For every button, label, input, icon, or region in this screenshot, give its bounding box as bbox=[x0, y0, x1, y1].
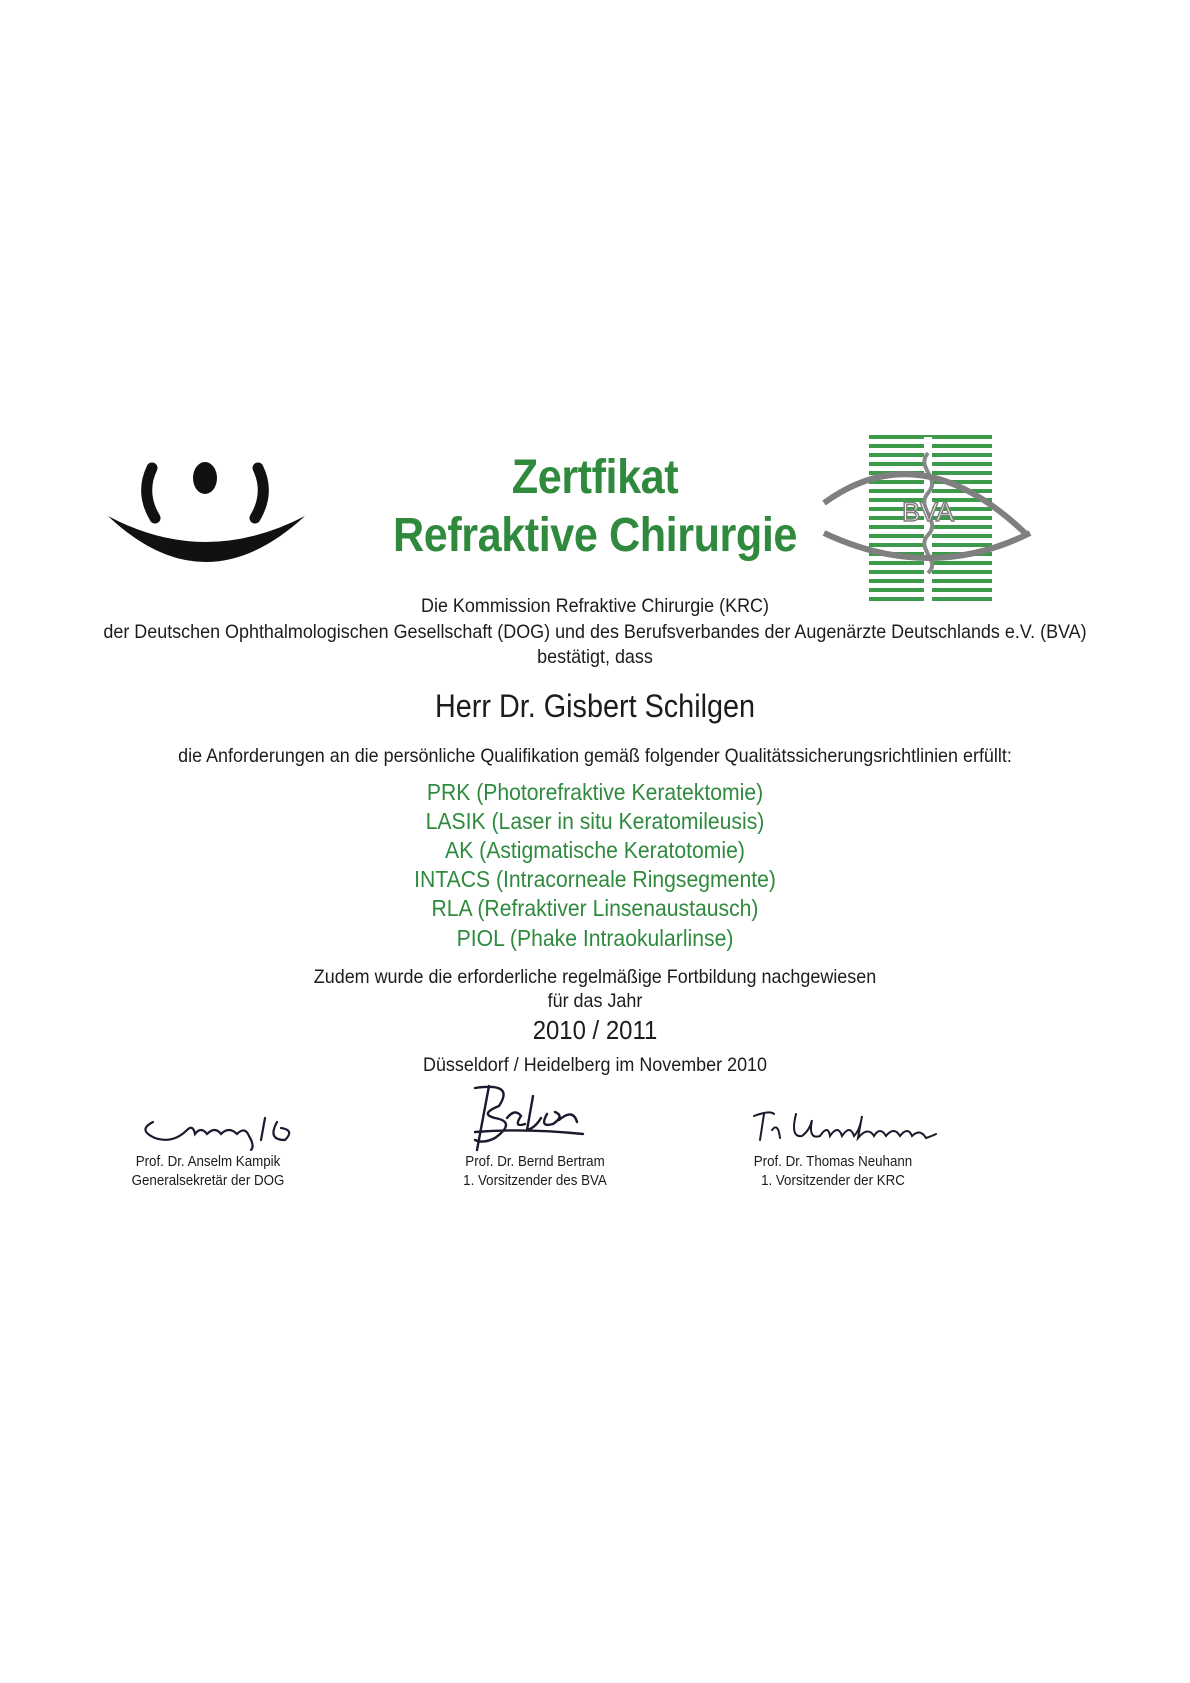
education-line-2: für das Jahr bbox=[547, 990, 643, 1012]
signatory-2 bbox=[397, 1153, 673, 1191]
signature-bertram bbox=[455, 1078, 590, 1158]
recipient-name: Herr Dr. Gisbert Schilgen bbox=[434, 688, 756, 724]
bva-logo-text: BVA bbox=[901, 497, 955, 527]
signatory-name: Prof. Dr. Anselm Kampik bbox=[135, 1154, 281, 1170]
signatory-1 bbox=[70, 1153, 346, 1191]
procedure-item: LASIK (Laser in situ Keratomileusis) bbox=[425, 808, 765, 834]
signatory-name: Prof. Dr. Thomas Neuhann bbox=[753, 1154, 913, 1170]
intro-line-1: Die Kommission Refraktive Chirurgie (KRC) bbox=[421, 595, 769, 617]
signatory-role: Generalsekretär der DOG bbox=[131, 1173, 285, 1189]
procedure-item: RLA (Refraktiver Linsenaustausch) bbox=[431, 895, 759, 921]
intro-line-3: bestätigt, dass bbox=[537, 646, 653, 668]
procedure-item: PRK (Photorefraktive Keratektomie) bbox=[426, 779, 764, 805]
requirement-text: die Anforderungen an die persönliche Qualifikation gemäß folgender Qualitätssicherungsrichtlinien erfüllt: bbox=[178, 745, 1012, 767]
procedure-item: PIOL (Phake Intraokularlinse) bbox=[456, 925, 734, 951]
certificate-title-line1: Zertfikat bbox=[511, 451, 679, 504]
signatory-name: Prof. Dr. Bernd Bertram bbox=[465, 1154, 605, 1170]
procedure-item: INTACS (Intracorneale Ringsegmente) bbox=[414, 866, 776, 892]
signatory-role: 1. Vorsitzender der KRC bbox=[761, 1173, 905, 1189]
signatory-role: 1. Vorsitzender des BVA bbox=[463, 1173, 607, 1189]
intro-line-2: der Deutschen Ophthalmologischen Gesellschaft (DOG) und des Berufsverbandes der Augenärzte Deutschlands e.V. (BVA) bbox=[103, 621, 1087, 643]
procedure-item: AK (Astigmatische Keratotomie) bbox=[445, 837, 745, 863]
signature-kampik bbox=[135, 1100, 310, 1155]
certificate-title-line2: Refraktive Chirurgie bbox=[393, 509, 797, 562]
signature-neuhann bbox=[750, 1100, 945, 1150]
education-line-1: Zudem wurde die erforderliche regelmäßige Fortbildung nachgewiesen bbox=[313, 966, 877, 988]
signatory-3 bbox=[695, 1153, 971, 1191]
place-date: Düsseldorf / Heidelberg im November 2010 bbox=[422, 1054, 768, 1076]
education-year: 2010 / 2011 bbox=[532, 1015, 658, 1045]
